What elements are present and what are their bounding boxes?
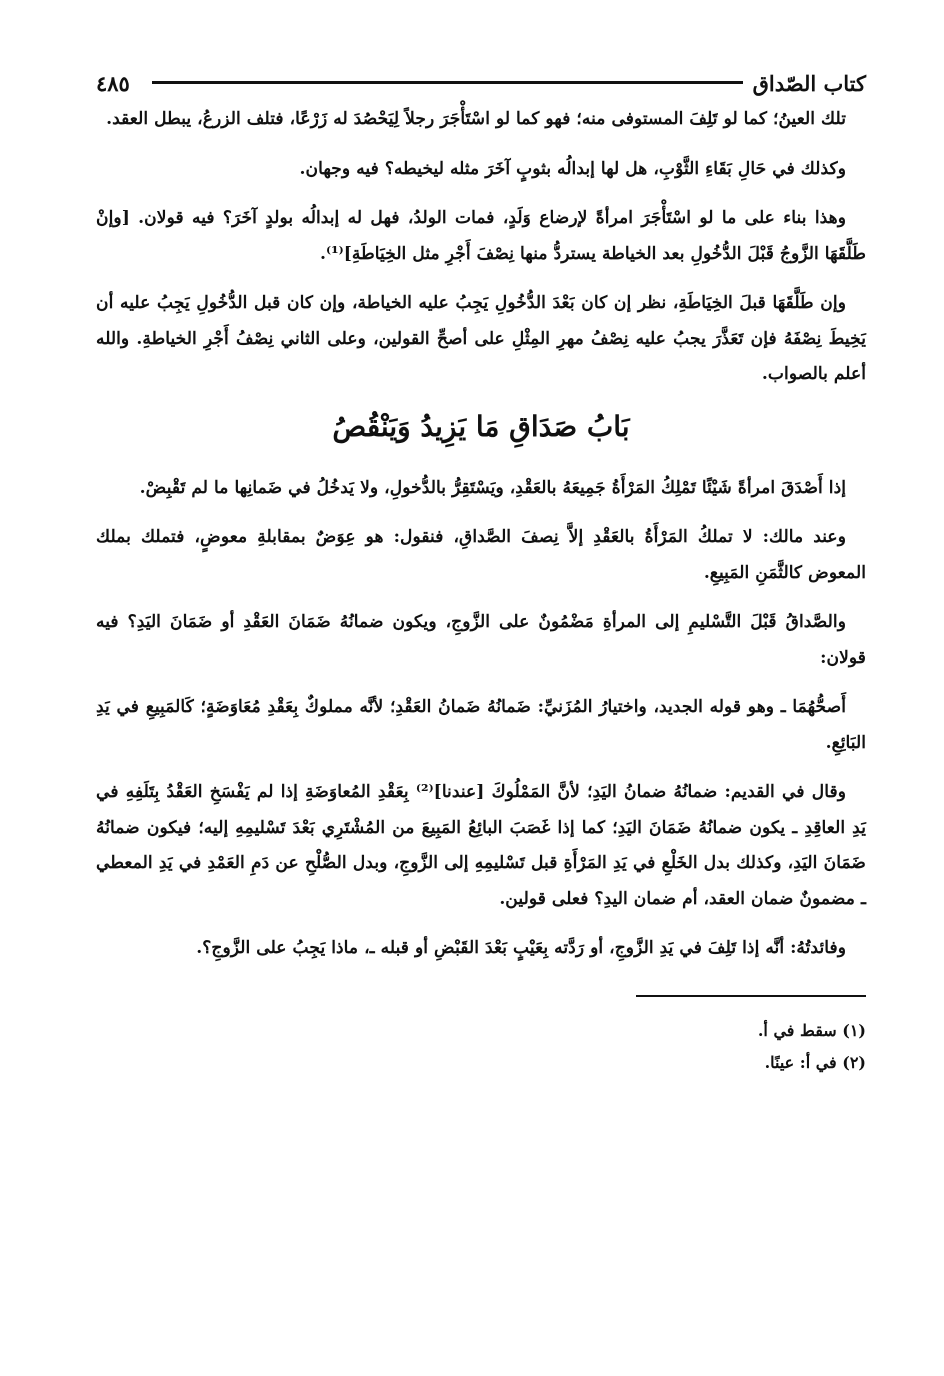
paragraph: إذا أَصْدَقَ امرأةً شَيْئًا تَمْلِكُ المَرْأَةُ جَمِيعَهُ بالعَقْدِ، ويَسْتَقِرُّ بالدُّخولِ، ولا يَدخُلُ في ضَمانِها ما لم تَقْبِضْ. (139, 477, 846, 498)
footnotes (96, 1015, 866, 1079)
paragraph: تلك العينُ؛ كما لو تَلِفَ المستوفى منه؛ فهو كما لو اسْتَأْجَرَ رجلاً لِيَحْصُدَ له زَرْعًا، فتلف الزرعُ، يبطل العقد. (106, 109, 846, 129)
paragraph: أَصحُّهُمَا ـ وهو قوله الجديد، واختيارُ المُزَنيِّ: ضَمانُهُ ضَمانُ العَقْدِ؛ لأنَّه مملوكٌ بِعَقْدِ مُعَاوَضَةٍ؛ كَالمَبِيعِ في يَدِ البَائِعِ. (96, 697, 866, 753)
header-title: كتاب الصّداق (743, 71, 866, 96)
paragraph: وهذا بناء على ما لو اسْتَأْجَرَ امرأةً لإرضاع وَلَدٍ، فمات الولدُ، فهل له إبدالُه بولدٍ آخَرَ؟ فيه قولان. [وإنْ طَلَّقَهَا الزَّوجُ قَبْلَ الدُّخُولِ بعد الخياطة يستردُّ منها نِصْفَ أَجْرِ مثل الخِيَاطَةِ]⁽¹⁾. (96, 208, 866, 264)
paragraph: وفائدتُهُ: أنَّه إذا تَلِفَ في يَدِ الزَّوجِ، أو رَدَّته بِعَيْبٍ بَعْدَ القَبْضِ أو قبله ـ، ماذا يَجِبُ على الزَّوجِ؟. (196, 938, 846, 958)
footnote-1: (١) سقط في أ. (757, 1020, 866, 1040)
paragraph: وعند مالك: لا تملكُ المَرْأَةُ بالعَقْدِ إلاَّ نِصفَ الصَّداقِ، فنقول: هو عِوَضٌ بمقابلةِ معوضٍ، فتملك بملك المعوض كالثَّمَنِ المَبِيعِ. (96, 527, 866, 583)
running-header (96, 56, 866, 96)
paragraph: والصَّداقُ قَبْلَ التَّسْليمِ إلى المرأةِ مَضْمُونٌ على الزَّوجِ، ويكون ضمانُهُ ضَمَانَ العَقْدِ أو ضَمَانَ اليَدِ؟ فيه قولان: (96, 612, 866, 668)
page-number: ٤٨٥ (96, 71, 138, 96)
paragraph: وكذلك في حَالِ بَقَاءِ الثَّوْبِ، هل لها إبدالُه بثوبٍ آخَرَ مثله ليخيطه؟ فيه وجهان. (299, 158, 846, 179)
document-page (96, 56, 866, 1079)
body-text (96, 102, 866, 967)
paragraph: وإن طَلَّقَهَا قبلَ الخِيَاطَةِ، نظر إن كان بَعْدَ الدُّخُولِ يَجِبُ عليه الخياطة، وإن كان قبل الدُّخُولِ يَجِبُ عليه أن يَخِيطَ نِصْفَهُ فإن تَعَذَّرَ يجبُ عليه نِصْفُ مهرِ المِثْلِ على أصحِّ القولين، وعلى الثاني نِصْفُ أَجْرِ الخياطةِ. والله أعلم بالصواب. (96, 293, 866, 384)
header-rule (152, 81, 748, 84)
footnote-separator (636, 995, 866, 997)
footnote-2: (٢) في أ: عينًا. (764, 1052, 866, 1072)
footnote-separator-wrap (96, 981, 866, 1015)
section-heading: بَابُ صَدَاقِ مَا يَزِيدُ وَيَنْقُصُ (332, 409, 630, 443)
paragraph: وقال في القديم: ضمانُهُ ضمانُ اليَدِ؛ لأنَّ المَمْلُوكَ [عندنا]⁽²⁾ بِعَقْدِ المُعاوَضَةِ إذا لم يَفْسَخِ العَقْدُ بِتَلَفِهِ في يَدِ العاقِدِ ـ يكون ضمانُهُ ضَمَانَ اليَدِ؛ كما إذا غَصَبَ البائِعُ المَبِيعَ من المُشْتَرِي بَعْدَ تَسْليمِهِ إليه؛ فيكون ضمانُهُ ضَمَانَ اليَدِ، وكذلك بدل الخَلْعِ في يَدِ المَرْأَةِ قبل تَسْليمِهِ إلى الزَّوجِ، وبدل الصُّلْحِ عن دَمِ العَمْدِ في يَدِ المعطي ـ مضمونٌ ضمان العقد، أم ضمان اليدِ؟ فعلى قولين. (96, 782, 866, 909)
